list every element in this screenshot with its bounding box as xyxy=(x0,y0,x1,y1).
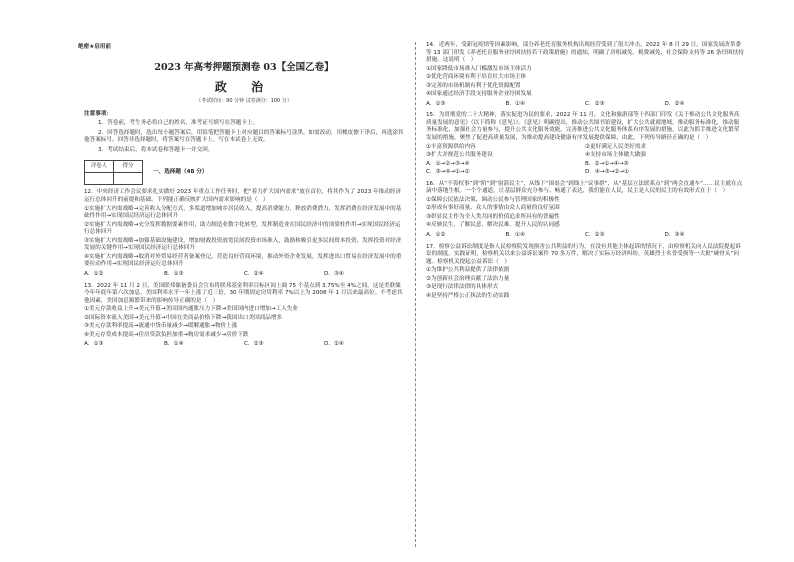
option-item: ①美元存款收益上升→美元升值→美国国内通胀压力下降→美国国内进口增加→工人失业 xyxy=(84,306,298,313)
choice-b[interactable]: B．①④ xyxy=(505,232,525,239)
option-item: ②国际资本流入美国→美元升值→中国在美商品价格下降→我国出口美国商品增多 xyxy=(84,314,283,321)
choice-d[interactable]: D．③④ xyxy=(324,270,344,277)
choice-c[interactable]: C．②③ xyxy=(585,232,605,239)
notice-item: 1．答卷前，考生务必将自己的姓名、准考证号填写在答题卡上。 xyxy=(98,120,259,127)
choice-c[interactable]: C．②④ xyxy=(244,270,264,277)
question-17 xyxy=(426,244,744,301)
score-row xyxy=(84,160,404,185)
left-column xyxy=(84,0,404,562)
option-item: ④美元存贷成本提高→住房贷款负担加重→购房需求减少→房价下跌 xyxy=(84,331,249,338)
option-item: ①为维护公共利益提供了法律依据 xyxy=(426,267,510,274)
option-item: ①实施扩大内需战略→完善收入分配方式，多渠道增加城乡居民收入，提高消费能力，释放消费潜力，发挥消费在经济发展中的基础性作用→实现国民经济运行总体回升 xyxy=(84,205,402,220)
choice-a[interactable]: A．①② xyxy=(426,232,446,239)
option-item: ④实施扩大内需战略→取消对外贸易经营者备案登记，营造良好营商环境，推动外资企业发展，发挥进出口贸易在经济发展中的重要拉动作用→实现国民经济运行总体回升 xyxy=(84,253,402,268)
option-item: ③实施扩大内需战略→加强基础设施建设，增加财政投资放宽民间投资市场准入，鼓励和吸引更多民间资本投资，发挥投资对经济发展的关键作用→实现国民经济运行总体回升 xyxy=(84,237,402,252)
choice-c[interactable]: C．③→④→①→② xyxy=(426,169,470,176)
question-16 xyxy=(426,181,744,240)
choice-c[interactable]: C．②③ xyxy=(244,341,264,348)
score-table xyxy=(84,160,143,185)
grader-cell: 评卷人 xyxy=(85,161,114,173)
option-item: ④是坚持严格公正执法的生动实践 xyxy=(426,292,510,299)
secret-label: 绝密★启用前 xyxy=(78,44,111,50)
question-stem: 17．检察公益诉讼制度是指人民检察院发现损害公共利益的行为，在没有其他主体起诉的情况下，由检察机关向人民法院提起诉讼的制度。实践证明，检察机关以来公益诉讼案件 70 多万件，解决了实际万经济纠纷。英雄烈士名誉受损等一大批“硬骨头”问题。检察机关提起公益诉讼（ ） xyxy=(426,243,741,265)
notice-item: 2．回答选择题时，选出每小题答案后，用铅笔把答题卡上对应题目的答案标号涂黑。如需改动，用橡皮擦干净后，再选涂其他答案标号。回答非选择题时，将答案写在答题卡上。写在本试卷上无效。 xyxy=(84,129,404,144)
option-item: ④支持市场主体做大做强 xyxy=(585,152,646,159)
question-stem: 13．2022 年 11 月 2 日，美国联邦储备委员会宣布将联邦基金利率目标区间上调 75 个基点到 3.75%至 4%之间，这是美联储今年年底年第六次加息。美国利率水平一年上涨了近三倍，30 年期固定房贷利率 7%以上为 2008 年 1 月以来最高位。不考虑其他因素，美国加息频繁带来的影响传导正确的是（ ） xyxy=(84,282,403,304)
option-item: ①丰富资源供给内容 xyxy=(426,143,476,150)
score-blank[interactable] xyxy=(114,173,143,185)
right-column xyxy=(426,0,744,562)
option-item: ③扩大并规范公共服务建设 xyxy=(426,152,493,159)
answer-choices xyxy=(426,101,744,109)
choice-a[interactable]: A．①③ xyxy=(426,100,446,107)
choice-b[interactable]: B．①④ xyxy=(505,100,525,107)
answer-choices xyxy=(84,341,404,349)
option-item: ④反映民生，了解民意，解决民难，提升人民的认同感 xyxy=(426,222,560,229)
question-14 xyxy=(426,42,744,108)
option-item: ③是现行法律法律的具体形式 xyxy=(426,284,499,291)
choice-c[interactable]: C．②③ xyxy=(585,100,605,107)
option-item: ③完善的市场机制有利于优化资源配置 xyxy=(426,82,521,89)
question-12 xyxy=(84,189,404,278)
answer-choices xyxy=(426,232,744,240)
option-item: ③彰显民主作为全人类共同的价值追求所具有的普遍性 xyxy=(426,213,560,220)
question-stem: 14．近两年，受新冠疫情等因素影响，部分养老托育服务机构出现经营受到了很大冲击。2022 年 8 月 29 日，国家发展改革委等 13 部门印发《养老托育服务业纾困扶持若干政策措施》的通知，明确了房租减免、税费减免、社会保险支持等 26 条纾困扶持措施。这说明（ ） xyxy=(426,42,744,64)
notice-heading: 注意事项： xyxy=(84,110,112,117)
option-item: ②为创新社会治理贡献了法治力量 xyxy=(426,275,510,282)
choice-b[interactable]: B．②→①→④→③ xyxy=(585,160,629,167)
choice-a[interactable]: A．①→②→③→④ xyxy=(426,160,470,167)
choice-d[interactable]: D．②④ xyxy=(664,100,685,107)
question-15 xyxy=(426,112,744,176)
exam-title: 2023 年高考押题预测卷 03【全国乙卷】 xyxy=(154,62,334,73)
question-stem: 16．从“不畏权事”到“阶”到“射箭民主”，从线下“围桌会”到线上“议事群”，从“基层立法联系点”到“两会直通车”……民主就在点滴中落地生根。一个个通道，让基层群众充分参与、畅通了表达，我们能在人民，民主是人民的民主的有效形式在于（ ） xyxy=(426,180,743,195)
grader-blank[interactable] xyxy=(85,173,114,185)
exam-meta: （考试时间：90 分钟 试卷满分：100 分） xyxy=(196,98,292,104)
question-stem: 12．中央经济工作会议要求扎实做好 2023 年重点工作任务时，把“着力扩大国内需求”放在首位，将其作为了 2023 年推动经济运行总体回升的前提和基础。下列能正确反映扩大国内需求影响的是（ ） xyxy=(84,189,401,204)
choice-b[interactable]: B．①③ xyxy=(164,270,184,277)
option-grid xyxy=(426,144,744,160)
option-item: ①国家降低市场准入门槛激发市场主体活力 xyxy=(426,65,532,72)
score-cell: 得分 xyxy=(114,161,143,173)
answer-choices xyxy=(84,271,404,279)
column-divider xyxy=(415,42,416,547)
option-item: ④国家通过经济手段支持服务企业纾困发展 xyxy=(426,91,532,98)
notice-item: 3．考试结束后，将本试卷和答题卡一并交回。 xyxy=(98,146,214,153)
question-stem: 15．为贯彻党的二十大精神，落实促进为民的要求，2022 年 11 月，文化和旅游部等十四部门印发《关于推动公共文化服务高质量发展的意见》（以下简称《意见》）。《意见》明确提出，推动公共图书馆建设，扩大公共就就地域，推动服务标准化，推动服务标准化，加强社会力量参与，提升公共文化服务效能。完善推进公共文化服务体系有序发展的措施，以此为抓手推进文化繁荣发展的措施，聚焦了促进高质量发展，为推动提高建设健康有序发展提供保障。由此，下列传导路径正确的是（ ） xyxy=(426,112,740,142)
option-item: ③美元存款利率提高→流通中货币量减少→缓解通胀→物价上涨 xyxy=(84,323,238,330)
question-13 xyxy=(84,283,404,349)
answer-choices xyxy=(426,161,744,177)
option-item: ②实施扩大内需战略→充分发挥数据要素作用，助力制造业数字化转型，发挥制造业在国民经济中的顶梁柱作用→实现国民经济运行总体回升 xyxy=(84,221,401,236)
choice-a[interactable]: A．①② xyxy=(84,270,104,277)
option-item: ②形成有事好商量、众人的事情由众人商量的良好氛围 xyxy=(426,205,560,212)
choice-d[interactable]: D．②④ xyxy=(324,341,344,348)
choice-b[interactable]: B．①④ xyxy=(164,341,184,348)
choice-d[interactable]: D．④→③→②→① xyxy=(585,169,630,176)
exam-subject: 政 治 xyxy=(214,79,274,94)
choice-d[interactable]: D．③④ xyxy=(664,232,685,239)
section-title: 一、选择题（48 分） xyxy=(153,169,208,176)
option-item: ②优化营商环境有利于培育壮大市场主体 xyxy=(426,74,527,81)
option-item: ②更好满足人民美好需求 xyxy=(585,143,646,150)
choice-a[interactable]: A．①③ xyxy=(84,341,104,348)
option-item: ①保障公民依法决策，调动公民参与管理国家的积极性 xyxy=(426,196,560,203)
